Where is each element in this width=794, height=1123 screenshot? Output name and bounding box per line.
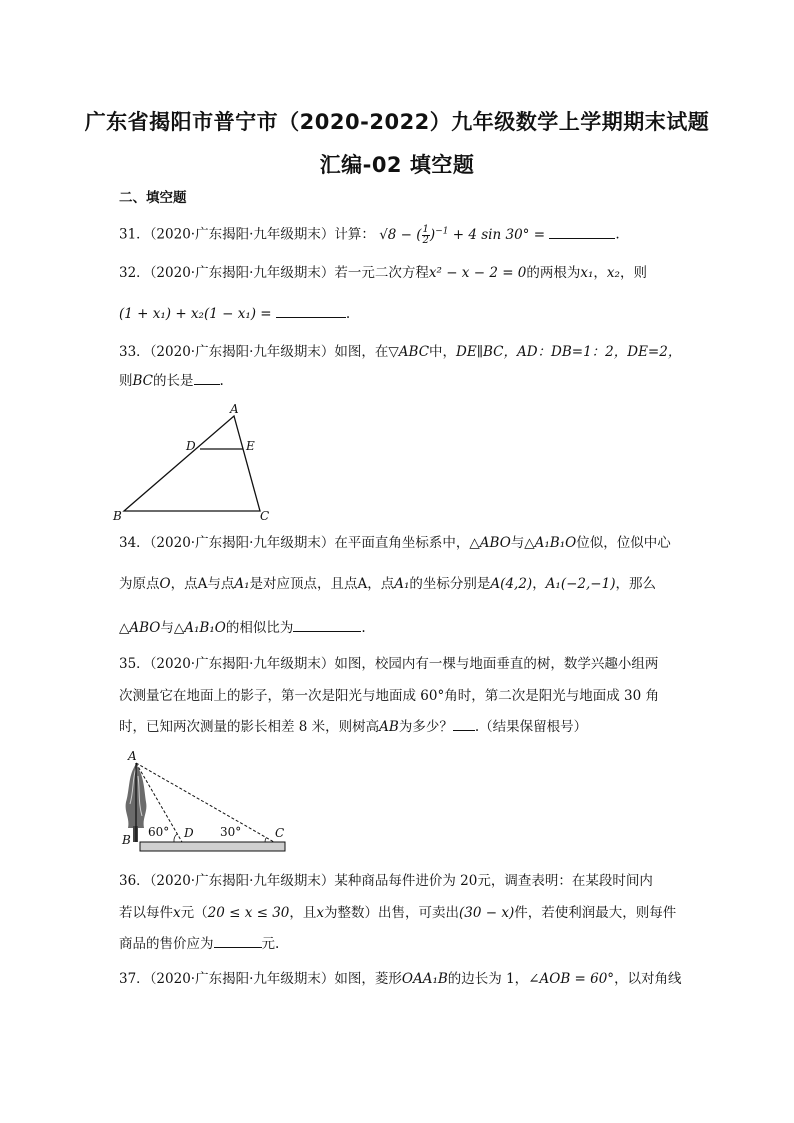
q36-text-6: 商品的售价应为 [119, 936, 214, 952]
q35-number: 35． [119, 656, 150, 672]
q34-source: （2020·广东揭阳·九年级期末）在平面直角坐标系中， [149, 535, 470, 551]
q33-bc: BC [132, 373, 154, 389]
q33-triangle: ▽ABC [388, 344, 430, 360]
q34-text-2: 为原点 [119, 576, 160, 592]
q35-text: 时，已知两次测量的影长相差 8 米，则树高 [119, 719, 380, 735]
q31-number: 31． [119, 226, 150, 243]
q33-answer-blank[interactable] [194, 372, 220, 385]
q33-end: . [219, 373, 224, 389]
q36-quantity: (30 − x) [459, 905, 515, 921]
q32-expression: (1 + x₁) + x₂(1 − x₁) = [119, 306, 272, 322]
q36-text-3: ，且 [289, 905, 317, 921]
q36-answer-blank[interactable] [214, 935, 262, 948]
question-37 [119, 970, 682, 988]
q34-number: 34． [119, 535, 150, 551]
q37-angle: ∠AOB = 60° [528, 971, 615, 987]
q34-point-a1: A₁ [234, 576, 250, 592]
q34-triangle-1b: △ABO [119, 620, 161, 636]
q31-end: . [615, 226, 620, 243]
label-a: A [128, 749, 137, 763]
q31-formula: √8 − ( $\frac{1}{2}$ )$^{-1}$ + 4 sin 30° = [379, 223, 546, 246]
label-c: C [275, 826, 285, 840]
q34-coord-a1: A₁(−2,−1) [545, 576, 616, 592]
question-34 [119, 534, 671, 552]
q32-then: ，则 [619, 265, 647, 281]
q37-text-2: ，以对角线 [614, 971, 682, 987]
q33-condition: DE∥BC，AD：DB=1：2，DE=2， [456, 344, 682, 360]
q34-comma: ， [532, 576, 546, 592]
question-33 [119, 343, 681, 361]
q34-triangle-2b: △A₁B₁O [173, 620, 226, 636]
label-d: D [184, 826, 194, 840]
question-35-line-3 [119, 718, 587, 736]
q34-text-7: 的相似比为 [225, 620, 294, 636]
ground [140, 842, 285, 851]
q36-text-7: 元. [261, 936, 280, 952]
label-d: D [186, 439, 196, 453]
q35-line-1: （2020·广东揭阳·九年级期末）如图，校园内有一棵与地面垂直的树，数学兴趣小组两 [149, 656, 659, 672]
question-33-line-2 [119, 372, 224, 390]
q32-source: （2020·广东揭阳·九年级期末）若一元二次方程 [149, 265, 429, 281]
q37-source: （2020·广东揭阳·九年级期末）如图，菱形 [149, 971, 402, 987]
question-36-line-3 [119, 935, 279, 953]
q37-number: 37． [119, 971, 150, 987]
question-32-line-2 [119, 305, 350, 323]
q36-x-2: x [316, 905, 325, 921]
label-c: C [260, 509, 270, 523]
angle-60-label: 60° [148, 825, 170, 839]
q36-text-4: 为整数）出售，可卖出 [324, 905, 460, 921]
label-a: A [230, 402, 239, 416]
q34-text-3: ，点A与点 [170, 576, 235, 592]
title-line-1: 广东省揭阳市普宁市（2020-2022）九年级数学上学期期末试题 [84, 110, 710, 134]
q33-text-2: 的长是 [153, 373, 194, 389]
triangle-abc [124, 416, 260, 511]
label-e: E [246, 439, 255, 453]
q36-x: x [173, 905, 181, 921]
q36-number: 36． [119, 873, 150, 889]
q34-and: 与 [510, 535, 525, 551]
question-34-line-3 [119, 619, 366, 637]
q32-text: 的两根为 [526, 265, 581, 281]
q33-triangle-figure [112, 398, 282, 526]
q34-text: 位似，位似中心 [576, 535, 671, 551]
q32-end: . [345, 306, 351, 322]
q34-text-5: 的坐标分别是 [409, 576, 491, 592]
q34-text-6: ，那么 [615, 576, 656, 592]
label-b: B [122, 833, 131, 847]
q36-text-5: 件，若使利润最大，则每件 [514, 905, 677, 921]
question-32: 32．（2020·广东揭阳·九年级期末）若一元二次方程x² − x − 2 = 0的两根为x₁，x₂，则 [119, 265, 647, 281]
question-31 [119, 222, 620, 246]
question-35 [119, 655, 658, 673]
section-heading: 二、填空题 [119, 190, 187, 206]
question-34-line-2 [119, 575, 656, 593]
title-line-2: 汇编-02 填空题 [319, 153, 475, 177]
q37-text: 的边长为 1， [447, 971, 529, 987]
label-b: B [113, 509, 122, 523]
q34-text-4: 是对应顶点，且点A，点 [249, 576, 395, 592]
q36-text: 若以每件 [119, 905, 173, 921]
q34-point-a1-b: A₁ [394, 576, 410, 592]
q32-root-2: x₂ [606, 265, 620, 281]
q35-text-2: 为多少？ [398, 719, 453, 735]
q34-end: . [361, 620, 366, 636]
q33-source: （2020·广东揭阳·九年级期末）如图，在 [149, 344, 389, 360]
q32-number: 32． [119, 265, 150, 281]
q32-answer-blank[interactable] [276, 305, 346, 318]
q34-triangle-1: △ABO [469, 535, 511, 551]
q33-number: 33． [119, 344, 150, 360]
q35-text-3: .（结果保留根号） [474, 719, 588, 735]
q36-line-1: （2020·广东揭阳·九年级期末）某种商品每件进价为 20元，调查表明：在某段时间内 [149, 873, 653, 889]
q34-origin: O [159, 576, 171, 592]
question-36-line-2 [119, 904, 676, 922]
q34-answer-blank[interactable] [293, 619, 361, 632]
q33-then: 则 [119, 373, 133, 389]
q33-text: 中， [429, 344, 457, 360]
q36-range: 20 ≤ x ≤ 30 [207, 905, 290, 921]
question-36 [119, 872, 653, 890]
q34-coord-a: A(4,2) [490, 576, 533, 592]
q34-triangle-2: △A₁B₁O [524, 535, 577, 551]
q36-text-2: 元（ [180, 905, 208, 921]
question-35-line-2: 次测量它在地面上的影子，第一次是阳光与地面成 60°角时，第二次是阳光与地面成 30 角 [119, 688, 659, 704]
q31-source: （2020·广东揭阳·九年级期末）计算： [149, 226, 375, 243]
q37-rhombus: OAA₁B [401, 971, 448, 987]
q35-answer-blank[interactable] [453, 718, 475, 731]
q35-ab: AB [379, 719, 399, 735]
q31-answer-blank[interactable] [549, 226, 615, 239]
q32-equation: x² − x − 2 = 0 [428, 265, 527, 281]
q32-root-1: x₁ [580, 265, 594, 281]
q34-and-2: 与 [160, 620, 174, 636]
q35-tree-figure [118, 746, 293, 854]
angle-30-label: 30° [220, 825, 242, 839]
